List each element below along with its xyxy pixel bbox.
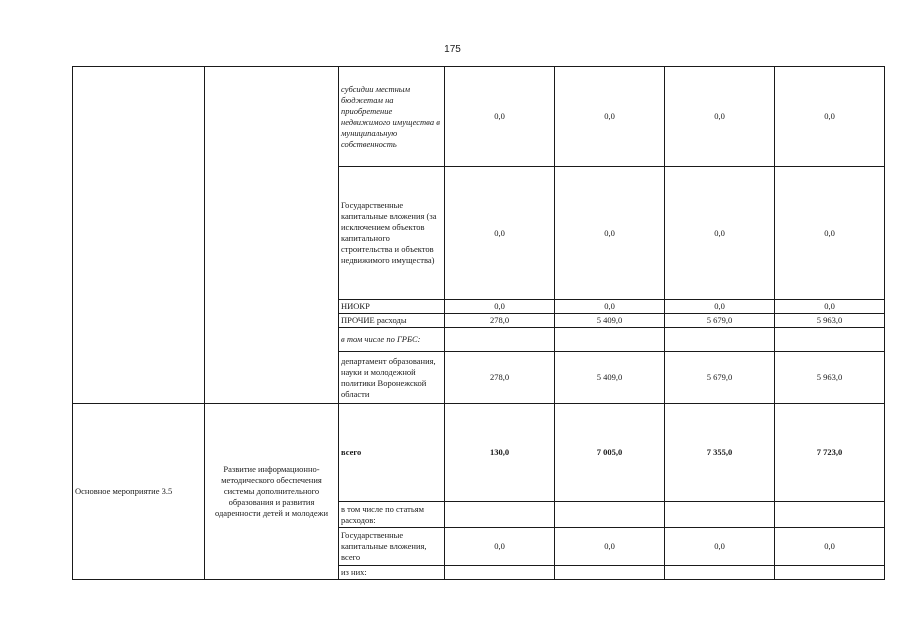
value-cell: 0,0 xyxy=(665,300,775,314)
row-label: всего xyxy=(339,404,445,502)
value-cell: 0,0 xyxy=(445,300,555,314)
row-label: департамент образования, науки и молодежной политики Воронежской области xyxy=(339,352,445,404)
value-cell: 7 723,0 xyxy=(775,404,885,502)
value-cell: 7 355,0 xyxy=(665,404,775,502)
row-label: Государственные капитальные вложения (за исключением объектов капитального строительства и объектов недвижимого имущества) xyxy=(339,167,445,300)
value-cell: 0,0 xyxy=(555,528,665,566)
row-label: в том числе по ГРБС: xyxy=(339,328,445,352)
table-row xyxy=(73,404,885,502)
value-cell xyxy=(665,566,775,580)
value-cell: 0,0 xyxy=(775,167,885,300)
value-cell: 278,0 xyxy=(445,314,555,328)
value-cell: 5 409,0 xyxy=(555,352,665,404)
value-cell: 5 963,0 xyxy=(775,314,885,328)
value-cell xyxy=(555,566,665,580)
value-cell: 7 005,0 xyxy=(555,404,665,502)
value-cell: 5 963,0 xyxy=(775,352,885,404)
value-cell: 5 679,0 xyxy=(665,352,775,404)
value-cell xyxy=(775,566,885,580)
value-cell: 0,0 xyxy=(445,528,555,566)
value-cell xyxy=(775,502,885,528)
value-cell: 0,0 xyxy=(665,167,775,300)
value-cell: 0,0 xyxy=(775,67,885,167)
value-cell: 0,0 xyxy=(665,528,775,566)
value-cell xyxy=(555,328,665,352)
row-label: ПРОЧИЕ расходы xyxy=(339,314,445,328)
value-cell xyxy=(665,502,775,528)
row-label: Государственные капитальные вложения, всего xyxy=(339,528,445,566)
value-cell xyxy=(665,328,775,352)
budget-table xyxy=(72,66,885,580)
page-number: 175 xyxy=(444,44,461,55)
value-cell xyxy=(555,502,665,528)
value-cell: 0,0 xyxy=(555,300,665,314)
table-row xyxy=(73,67,885,167)
activity-name-cell-continued xyxy=(205,67,339,404)
value-cell: 0,0 xyxy=(775,300,885,314)
value-cell: 0,0 xyxy=(775,528,885,566)
row-label: из них: xyxy=(339,566,445,580)
value-cell xyxy=(775,328,885,352)
value-cell: 0,0 xyxy=(445,167,555,300)
value-cell: 0,0 xyxy=(555,67,665,167)
value-cell: 0,0 xyxy=(555,167,665,300)
row-label: в том числе по статьям расходов: xyxy=(339,502,445,528)
value-cell: 0,0 xyxy=(665,67,775,167)
activity-name: Развитие информационно-методического обеспечения системы дополнительного образования и развития одаренности детей и молодежи xyxy=(205,404,339,580)
row-label: субсидии местным бюджетам на приобретение недвижимого имущества в муниципальную собственность xyxy=(339,67,445,167)
value-cell xyxy=(445,502,555,528)
activity-code-cell-continued xyxy=(73,67,205,404)
value-cell: 0,0 xyxy=(445,67,555,167)
value-cell: 278,0 xyxy=(445,352,555,404)
value-cell xyxy=(445,328,555,352)
value-cell: 130,0 xyxy=(445,404,555,502)
value-cell: 5 409,0 xyxy=(555,314,665,328)
row-label: НИОКР xyxy=(339,300,445,314)
value-cell: 5 679,0 xyxy=(665,314,775,328)
value-cell xyxy=(445,566,555,580)
activity-code: Основное мероприятие 3.5 xyxy=(73,404,205,580)
